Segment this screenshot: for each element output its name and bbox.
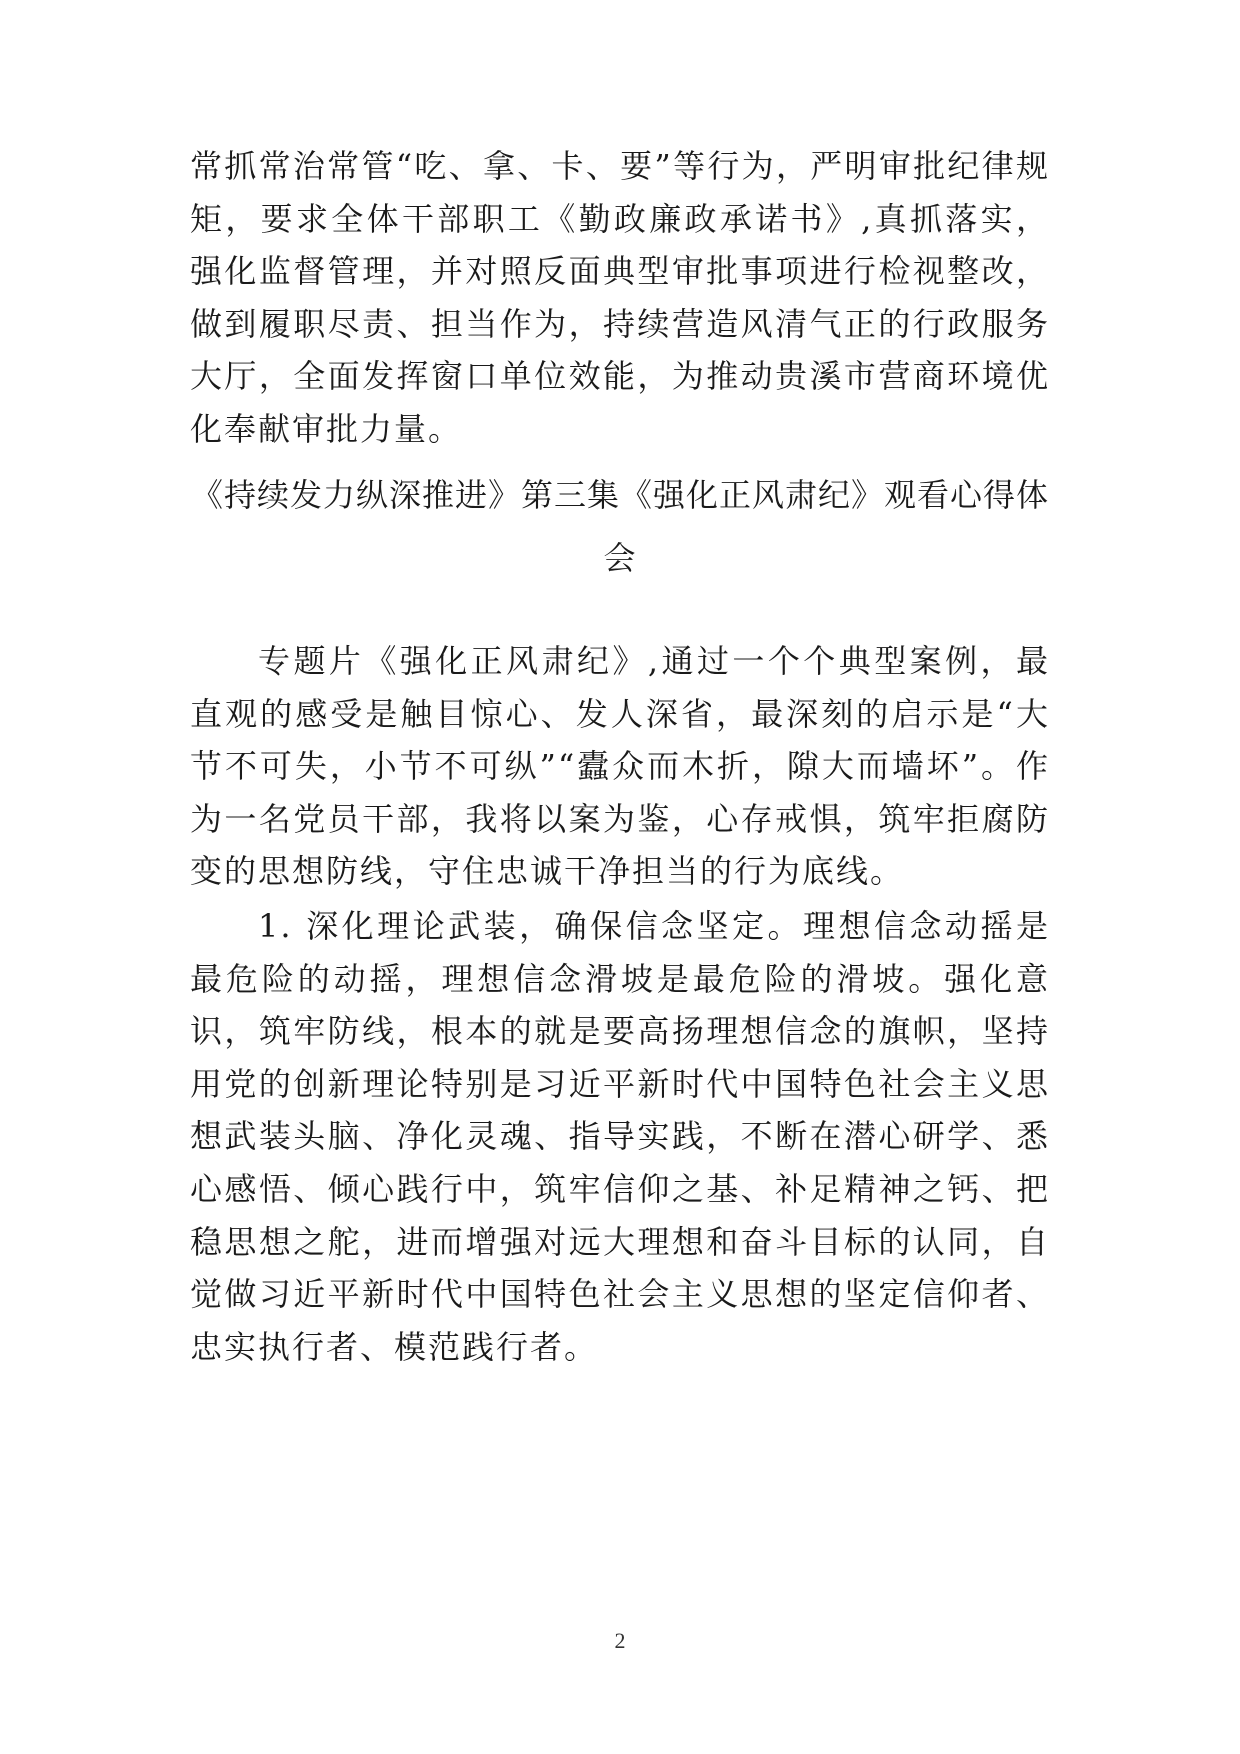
page-number: 2: [614, 1628, 626, 1653]
article-title: 《持续发力纵深推进》第三集《强化正风肃纪》观看心得体会: [190, 476, 1049, 577]
body-paragraph-point-1: 1. 深化理论武装，确保信念坚定。理想信念动摇是最危险的动摇，理想信念滑坡是最危险的滑坡。强化意识，筑牢防线，根本的就是要高扬理想信念的旗帜，坚持用党的创新理论特别是习近平新时代中国特色社会主义思想武装头脑、净化灵魂、指导实践，不断在潜心研学、悉心感悟、倾心践行中，筑牢信仰之基、补足精神之钙、把稳思想之舵，进而增强对远大理想和奋斗目标的认同，自觉做习近平新时代中国特色社会主义思想的坚定信仰者、忠实执行者、模范践行者。: [190, 907, 1050, 1366]
continuation-paragraph: 常抓常治常管“吃、拿、卡、要”等行为，严明审批纪律规矩，要求全体干部职工《勤政廉政承诺书》,真抓落实，强化监督管理，并对照反面典型审批事项进行检视整改，做到履职尽责、担当作为，持续营造风清气正的行政服务大厅，全面发挥窗口单位效能，为推动贵溪市营商环境优化奉献审批力量。: [190, 147, 1050, 448]
body-paragraph-intro: 专题片《强化正风肃纪》,通过一个个典型案例，最直观的感受是触目惊心、发人深省，最深刻的启示是“大节不可失，小节不可纵”“蠹众而木折，隙大而墙坏”。作为一名党员干部，我将以案为鉴，心存戒惧，筑牢拒腐防变的思想防线，守住忠诚干净担当的行为底线。: [190, 642, 1050, 891]
